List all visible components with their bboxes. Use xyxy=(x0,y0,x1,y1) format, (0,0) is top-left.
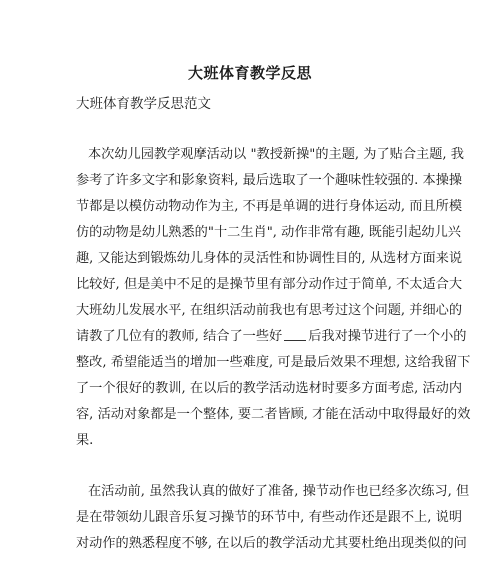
paragraph-line: 是在带领幼儿跟音乐复习操节的环节中, 有些动作还是跟不上, 说明 xyxy=(76,510,463,525)
blank-underline xyxy=(284,328,306,341)
paragraph-line: 仿的动物是幼儿熟悉的"十二生肖", 动作非常有趣, 既能引起幼儿兴 xyxy=(76,225,461,240)
paragraph-line: 大班幼儿发展水平, 在组织活动前我也有思考过这个问题, 并细心的 xyxy=(76,303,463,318)
document-subtitle: 大班体育教学反思范文 xyxy=(76,96,211,112)
paragraph-line: 比较好, 但是美中不足的是操节里有部分动作过于简单, 不太适合大 xyxy=(76,277,463,292)
paragraph-line-tail: 后我对操节进行了一个小的 xyxy=(308,329,467,344)
paragraph-line: 趣, 又能达到锻炼幼儿身体的灵活性和协调性目的, 从选材方面来说 xyxy=(76,251,463,266)
paragraph-1 xyxy=(76,142,471,454)
paragraph-line: 节都是以模仿动物动作为主, 不再是单调的进行身体运动, 而且所模 xyxy=(76,199,463,214)
paragraph-2 xyxy=(76,479,470,557)
paragraph-line: 整改, 希望能适当的增加一些难度, 可是最后效果不理想, 这给我留下 xyxy=(76,355,471,370)
paragraph-line: 果. xyxy=(76,433,94,448)
paragraph-line-head: 请教了几位有的教师, 结合了一些好 xyxy=(76,329,283,344)
paragraph-line: 在活动前, 虽然我认真的做好了准备, 操节动作也已经多次练习, 但 xyxy=(88,484,470,499)
paragraph-line-with-blank xyxy=(76,324,467,350)
paragraph-line: 参考了许多文字和影象资料, 最后选取了一个趣味性较强的. 本操操 xyxy=(76,173,463,188)
paragraph-line: 容, 活动对象都是一个整体, 要二者皆顾, 才能在活动中取得最好的效 xyxy=(76,407,471,422)
paragraph-line: 了一个很好的教训, 在以后的教学活动选材时要多方面考虑, 活动内 xyxy=(76,381,463,396)
document-title: 大班体育教学反思 xyxy=(187,64,312,82)
paragraph-line: 本次幼儿园教学观摩活动以 "教授新操"的主题, 为了贴合主题, 我 xyxy=(88,147,464,162)
paragraph-line: 对动作的熟悉程度不够, 在以后的教学活动尤其要杜绝出现类似的问 xyxy=(76,536,467,551)
